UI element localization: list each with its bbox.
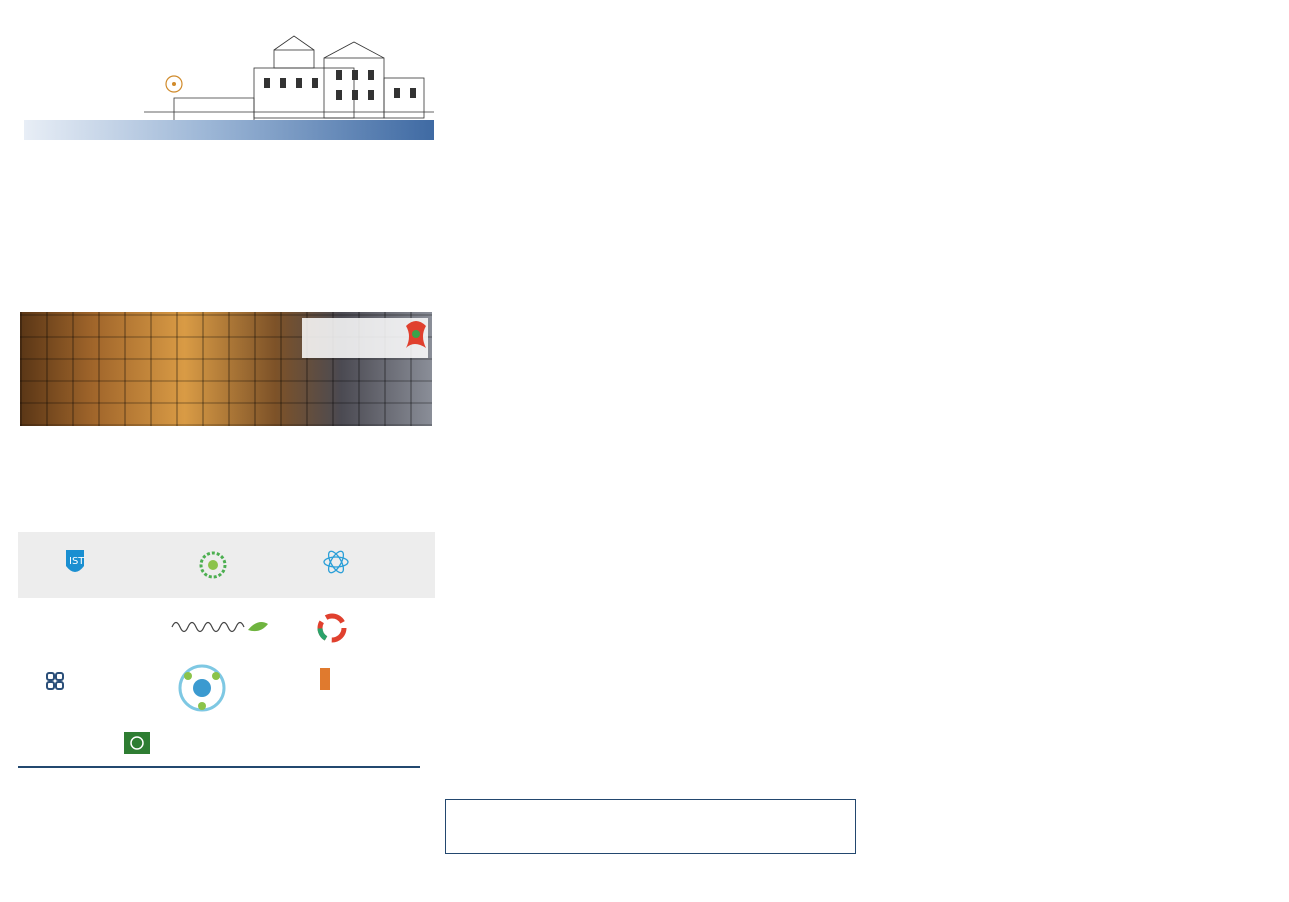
tecnico-logo [64,548,92,578]
atom-icon [322,548,350,576]
tecnico-crest-icon [64,548,86,578]
melodi-molecule-icon [176,662,228,714]
neris-squares-icon [46,672,64,690]
euramed-logo [316,612,432,644]
dates-list [18,798,438,888]
divider [18,766,420,768]
venue-photo [20,312,432,426]
apa-flower-icon [198,550,228,580]
date-item [18,816,438,834]
date-item [18,834,438,852]
date-item [18,852,438,870]
reneb-logo [124,732,152,754]
wave-leaf-icon [170,618,270,636]
c2tn-logo [322,548,352,576]
left-column [0,0,440,902]
date-item [18,798,438,816]
euramed-ring-icon [316,612,348,644]
radiation-symbol-icon [166,76,182,92]
date-item [18,870,438,888]
tourism-logo-icon [400,316,432,356]
reneb-square-icon [124,732,150,754]
share-bar-icon [320,668,330,690]
banner-image [24,28,434,140]
apa-logo [198,550,231,580]
neris-logo [46,672,68,690]
early-career-notice [445,799,856,854]
right-column [870,0,1289,902]
melodi-logo [176,662,300,714]
middle-column [440,0,870,902]
svg-text:IST: IST [69,556,85,567]
radioecology-alliance-logo [170,618,270,636]
share-logo [320,668,332,690]
